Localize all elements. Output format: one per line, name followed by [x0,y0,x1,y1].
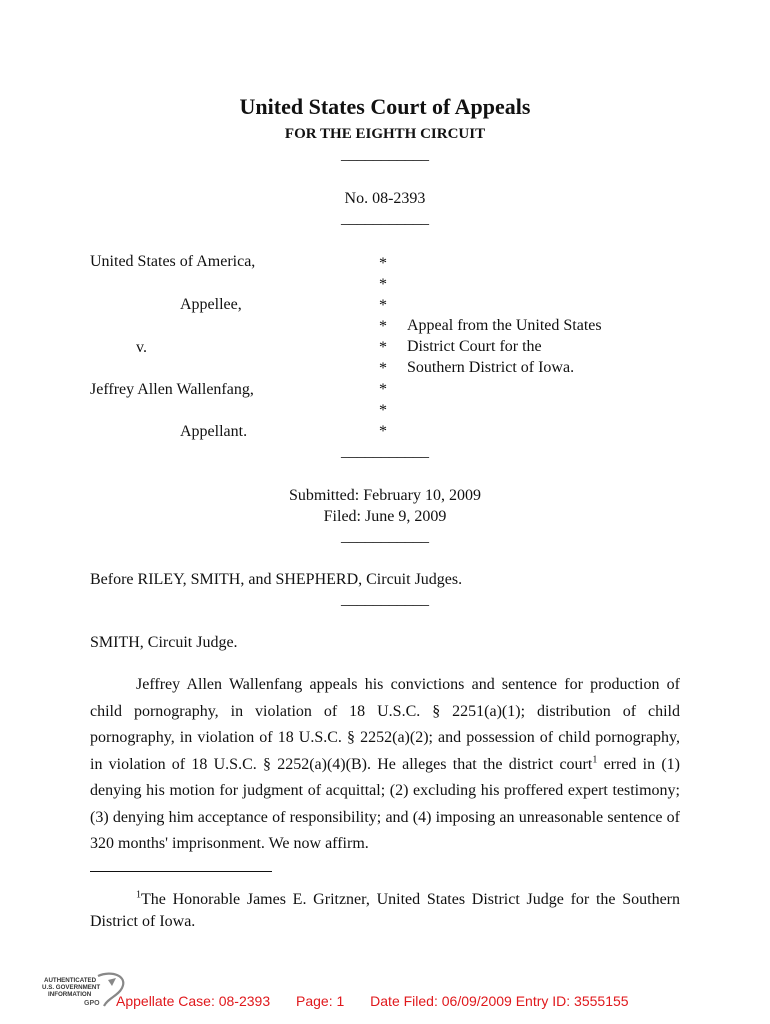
court-title: United States Court of Appeals [239,94,531,119]
logo-line-3: INFORMATION [48,991,92,998]
footnote-ref: 1 [592,754,598,766]
caption-star: * [379,423,387,440]
footnote-marker: 1 [136,889,141,901]
submitted-date: Submitted: February 10, 2009 [289,487,481,504]
caption-star: * [379,339,387,356]
appeal-line-2: District Court for the [407,338,542,355]
caption-star: * [379,276,387,293]
separator: ___________ [341,443,429,460]
caption-star: * [379,318,387,335]
logo-line-1: AUTHENTICATED [44,977,97,984]
footer-page: Page: 1 [296,993,345,1009]
opinion-text-continued: erred in (1) denying his motion for judgment of acquittal; (2) excluding his proffered expert testimony; (3) denying him acceptance of responsibility; and (4) imposing an unreasonable sentence of 320 months' imprisonment. We now affirm. [90,755,681,852]
footer-date-filed: Date Filed: 06/09/2009 Entry ID: 3555155 [370,993,629,1009]
opinion-text: Jeffrey Allen Wallenfang appeals his convictions and sentence for production of child pornography, in violation of 18 U.S.C. § 2251(a)(1); distribution of child pornography, in violation of 18 U.S.C. § 2252(a)(2); and possession of child pornography, in violation of 18 U.S.C. § 2252(a)(4)(B). He alleges that the district court [90,676,680,773]
filing-footer [116,993,651,1009]
caption-star: * [379,297,387,314]
appeal-line-1: Appeal from the United States [407,317,602,334]
logo-mark: GPO [84,1000,100,1007]
caption-star: * [379,381,387,398]
defendant-role: Appellant. [180,423,248,440]
separator: ___________ [341,591,429,608]
case-number: No. 08-2393 [344,190,426,207]
defendant-name: Jeffrey Allen Wallenfang, [90,381,254,398]
filed-date: Filed: June 9, 2009 [323,508,447,525]
caption-star: * [379,360,387,377]
plaintiff-role: Appellee, [180,296,242,313]
appeal-line-3: Southern District of Iowa. [407,359,575,376]
logo-line-2: U.S. GOVERNMENT [42,984,101,991]
plaintiff-name: United States of America, [90,253,256,270]
caption-star: * [379,255,387,272]
separator: ___________ [341,210,429,227]
caption-star: * [379,402,387,419]
versus-text: v. [136,339,147,356]
footnote-text: The Honorable James E. Gritzner, United States District Judge for the Southern District of Iowa. [90,891,680,930]
footnote-rule [90,871,272,872]
separator: ___________ [341,146,429,163]
footnote [90,889,680,933]
author-line: SMITH, Circuit Judge. [90,634,238,651]
separator: ___________ [341,528,429,545]
footer-case-number: Appellate Case: 08-2393 [116,993,271,1009]
panel-line: Before RILEY, SMITH, and SHEPHERD, Circuit Judges. [90,571,463,588]
circuit-subtitle: FOR THE EIGHTH CIRCUIT [284,126,486,142]
opinion-paragraph [90,672,680,858]
